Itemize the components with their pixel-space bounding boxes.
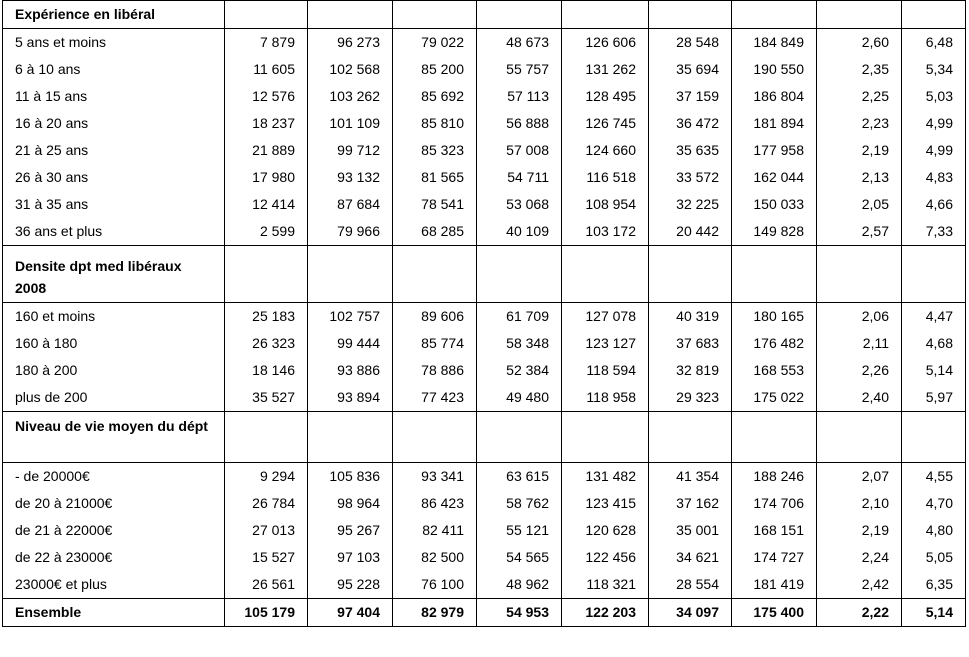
value-cell: 118 321 [562,571,649,599]
table-row [3,544,966,571]
value-cell: 77 423 [393,384,477,412]
value-cell: 34 097 [649,599,732,627]
table-row [3,330,966,357]
value-cell: 37 683 [649,330,732,357]
empty-cell [902,246,966,303]
value-cell: 6,48 [902,29,966,57]
row-label: 16 à 20 ans [3,110,225,137]
value-cell: 5,03 [902,83,966,110]
value-cell: 21 889 [225,137,308,164]
row-label: 11 à 15 ans [3,83,225,110]
value-cell: 175 022 [732,384,817,412]
value-cell: 85 200 [393,56,477,83]
value-cell: 40 109 [477,218,562,246]
value-cell: 186 804 [732,83,817,110]
value-cell: 48 673 [477,29,562,57]
value-cell: 82 411 [393,517,477,544]
row-label: 6 à 10 ans [3,56,225,83]
value-cell: 123 415 [562,490,649,517]
value-cell: 25 183 [225,303,308,331]
value-cell: 126 606 [562,29,649,57]
value-cell: 131 482 [562,463,649,491]
empty-cell [649,412,732,463]
empty-cell [477,246,562,303]
value-cell: 102 568 [308,56,393,83]
value-cell: 35 001 [649,517,732,544]
value-cell: 99 444 [308,330,393,357]
value-cell: 101 109 [308,110,393,137]
value-cell: 5,97 [902,384,966,412]
row-label: 26 à 30 ans [3,164,225,191]
row-label: plus de 200 [3,384,225,412]
value-cell: 181 894 [732,110,817,137]
empty-cell [562,1,649,29]
value-cell: 35 635 [649,137,732,164]
row-label: 5 ans et moins [3,29,225,57]
value-cell: 33 572 [649,164,732,191]
table-row [3,218,966,246]
value-cell: 26 784 [225,490,308,517]
row-label: 180 à 200 [3,357,225,384]
value-cell: 12 576 [225,83,308,110]
value-cell: 127 078 [562,303,649,331]
section-title [3,246,225,303]
section-header-row [3,1,966,29]
value-cell: 95 228 [308,571,393,599]
value-cell: 54 565 [477,544,562,571]
table-row [3,191,966,218]
value-cell: 131 262 [562,56,649,83]
value-cell: 120 628 [562,517,649,544]
value-cell: 2,10 [817,490,902,517]
table-row [3,490,966,517]
value-cell: 58 762 [477,490,562,517]
value-cell: 76 100 [393,571,477,599]
value-cell: 2,57 [817,218,902,246]
section-title [3,1,225,29]
empty-cell [308,412,393,463]
value-cell: 174 727 [732,544,817,571]
value-cell: 97 404 [308,599,393,627]
value-cell: 7 879 [225,29,308,57]
value-cell: 79 966 [308,218,393,246]
value-cell: 5,05 [902,544,966,571]
value-cell: 168 553 [732,357,817,384]
value-cell: 27 013 [225,517,308,544]
value-cell: 176 482 [732,330,817,357]
empty-cell [393,412,477,463]
value-cell: 17 980 [225,164,308,191]
value-cell: 190 550 [732,56,817,83]
value-cell: 2,19 [817,137,902,164]
value-cell: 126 745 [562,110,649,137]
value-cell: 174 706 [732,490,817,517]
value-cell: 55 757 [477,56,562,83]
empty-cell [902,412,966,463]
value-cell: 26 323 [225,330,308,357]
value-cell: 93 894 [308,384,393,412]
value-cell: 87 684 [308,191,393,218]
row-label: 36 ans et plus [3,218,225,246]
row-label: de 20 à 21000€ [3,490,225,517]
empty-cell [393,246,477,303]
section-header-row [3,246,966,303]
value-cell: 29 323 [649,384,732,412]
value-cell: 105 179 [225,599,308,627]
value-cell: 54 953 [477,599,562,627]
value-cell: 82 979 [393,599,477,627]
table-row [3,384,966,412]
value-cell: 105 836 [308,463,393,491]
table-row [3,56,966,83]
row-label: de 21 à 22000€ [3,517,225,544]
value-cell: 68 285 [393,218,477,246]
value-cell: 2,13 [817,164,902,191]
value-cell: 2,19 [817,517,902,544]
empty-cell [308,1,393,29]
value-cell: 85 323 [393,137,477,164]
row-label: 23000€ et plus [3,571,225,599]
value-cell: 4,66 [902,191,966,218]
value-cell: 93 341 [393,463,477,491]
value-cell: 150 033 [732,191,817,218]
table-row [3,137,966,164]
value-cell: 18 237 [225,110,308,137]
value-cell: 124 660 [562,137,649,164]
value-cell: 5,14 [902,357,966,384]
value-cell: 180 165 [732,303,817,331]
value-cell: 58 348 [477,330,562,357]
value-cell: 4,99 [902,110,966,137]
table-row [3,29,966,57]
table-row [3,517,966,544]
value-cell: 97 103 [308,544,393,571]
value-cell: 96 273 [308,29,393,57]
value-cell: 37 159 [649,83,732,110]
value-cell: 123 127 [562,330,649,357]
value-cell: 86 423 [393,490,477,517]
empty-cell [225,412,308,463]
value-cell: 128 495 [562,83,649,110]
value-cell: 79 022 [393,29,477,57]
row-label: 31 à 35 ans [3,191,225,218]
empty-cell [902,1,966,29]
value-cell: 20 442 [649,218,732,246]
table-row [3,83,966,110]
table-row [3,110,966,137]
value-cell: 85 692 [393,83,477,110]
value-cell: 2,07 [817,463,902,491]
value-cell: 78 541 [393,191,477,218]
row-label: de 22 à 23000€ [3,544,225,571]
value-cell: 34 621 [649,544,732,571]
value-cell: 52 384 [477,357,562,384]
value-cell: 32 225 [649,191,732,218]
value-cell: 118 594 [562,357,649,384]
value-cell: 48 962 [477,571,562,599]
value-cell: 2,11 [817,330,902,357]
data-table [2,0,966,627]
value-cell: 7,33 [902,218,966,246]
value-cell: 95 267 [308,517,393,544]
value-cell: 2,40 [817,384,902,412]
value-cell: 102 757 [308,303,393,331]
row-label: Ensemble [3,599,225,627]
value-cell: 18 146 [225,357,308,384]
value-cell: 54 711 [477,164,562,191]
value-cell: 53 068 [477,191,562,218]
value-cell: 40 319 [649,303,732,331]
value-cell: 162 044 [732,164,817,191]
empty-cell [817,412,902,463]
row-label: 160 et moins [3,303,225,331]
value-cell: 168 151 [732,517,817,544]
value-cell: 26 561 [225,571,308,599]
value-cell: 85 810 [393,110,477,137]
row-label: 21 à 25 ans [3,137,225,164]
value-cell: 122 456 [562,544,649,571]
table-row [3,599,966,627]
value-cell: 89 606 [393,303,477,331]
empty-cell [732,246,817,303]
value-cell: 81 565 [393,164,477,191]
empty-cell [562,246,649,303]
value-cell: 188 246 [732,463,817,491]
section-title-line: Expérience en libéral [15,6,156,22]
value-cell: 2,26 [817,357,902,384]
value-cell: 2,25 [817,83,902,110]
value-cell: 5,14 [902,599,966,627]
value-cell: 184 849 [732,29,817,57]
row-label: - de 20000€ [3,463,225,491]
value-cell: 181 419 [732,571,817,599]
empty-cell [225,246,308,303]
section-title-line: Niveau de vie moyen du dépt [15,418,208,434]
value-cell: 98 964 [308,490,393,517]
empty-cell [477,412,562,463]
value-cell: 4,99 [902,137,966,164]
value-cell: 177 958 [732,137,817,164]
value-cell: 4,68 [902,330,966,357]
table-row [3,463,966,491]
value-cell: 149 828 [732,218,817,246]
value-cell: 2,23 [817,110,902,137]
empty-cell [649,246,732,303]
value-cell: 99 712 [308,137,393,164]
value-cell: 56 888 [477,110,562,137]
value-cell: 85 774 [393,330,477,357]
empty-cell [393,1,477,29]
value-cell: 4,70 [902,490,966,517]
empty-cell [732,412,817,463]
value-cell: 57 113 [477,83,562,110]
section-title-line: Densite dpt med libéraux [15,258,182,274]
value-cell: 35 694 [649,56,732,83]
value-cell: 175 400 [732,599,817,627]
empty-cell [225,1,308,29]
value-cell: 93 132 [308,164,393,191]
value-cell: 2,05 [817,191,902,218]
value-cell: 4,47 [902,303,966,331]
value-cell: 35 527 [225,384,308,412]
value-cell: 12 414 [225,191,308,218]
value-cell: 49 480 [477,384,562,412]
value-cell: 2,60 [817,29,902,57]
value-cell: 108 954 [562,191,649,218]
table-row [3,571,966,599]
empty-cell [732,1,817,29]
table-row [3,303,966,331]
empty-cell [477,1,562,29]
empty-cell [308,246,393,303]
section-header-row [3,412,966,463]
section-title [3,412,225,463]
value-cell: 82 500 [393,544,477,571]
table-row [3,357,966,384]
value-cell: 116 518 [562,164,649,191]
table-row [3,164,966,191]
value-cell: 11 605 [225,56,308,83]
value-cell: 4,80 [902,517,966,544]
value-cell: 41 354 [649,463,732,491]
value-cell: 103 172 [562,218,649,246]
empty-cell [817,246,902,303]
value-cell: 55 121 [477,517,562,544]
row-label: 160 à 180 [3,330,225,357]
value-cell: 9 294 [225,463,308,491]
value-cell: 103 262 [308,83,393,110]
value-cell: 37 162 [649,490,732,517]
value-cell: 15 527 [225,544,308,571]
value-cell: 32 819 [649,357,732,384]
value-cell: 78 886 [393,357,477,384]
value-cell: 118 958 [562,384,649,412]
value-cell: 28 554 [649,571,732,599]
value-cell: 61 709 [477,303,562,331]
empty-cell [817,1,902,29]
value-cell: 2,24 [817,544,902,571]
value-cell: 63 615 [477,463,562,491]
value-cell: 4,83 [902,164,966,191]
value-cell: 2,35 [817,56,902,83]
value-cell: 6,35 [902,571,966,599]
value-cell: 122 203 [562,599,649,627]
value-cell: 57 008 [477,137,562,164]
empty-cell [649,1,732,29]
value-cell: 36 472 [649,110,732,137]
section-title-line: 2008 [15,280,47,296]
value-cell: 4,55 [902,463,966,491]
value-cell: 2 599 [225,218,308,246]
value-cell: 28 548 [649,29,732,57]
value-cell: 2,22 [817,599,902,627]
value-cell: 5,34 [902,56,966,83]
value-cell: 93 886 [308,357,393,384]
empty-cell [562,412,649,463]
value-cell: 2,42 [817,571,902,599]
value-cell: 2,06 [817,303,902,331]
